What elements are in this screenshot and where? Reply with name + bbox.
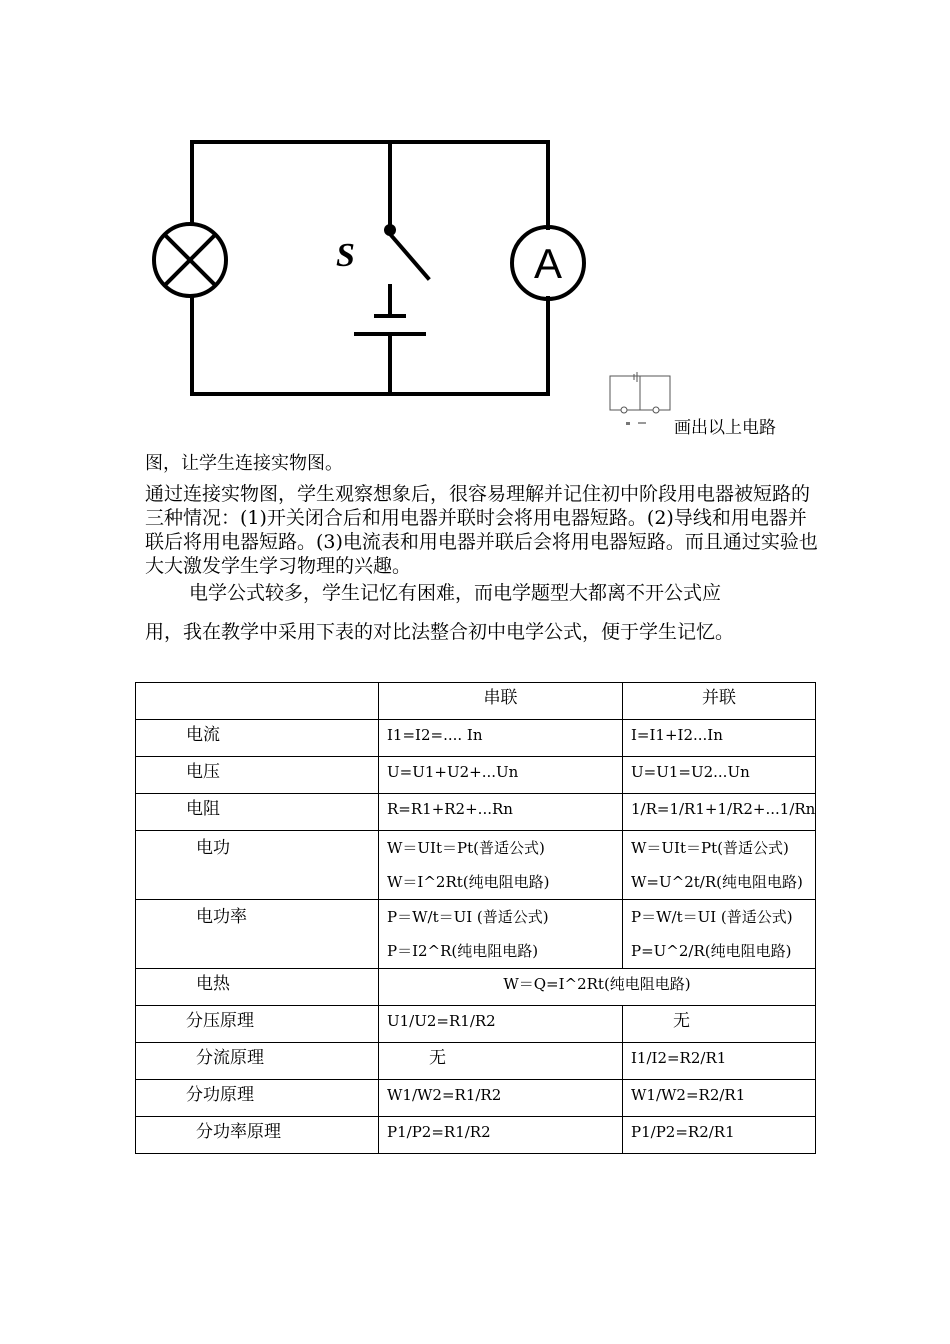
series-work-resistive: W＝I^2Rt(纯电阻电路) [387,873,550,891]
table-row [136,969,816,1006]
cell-series-work-ratio: W1/W2=R1/R2 [379,1080,623,1117]
switch-label: S [336,237,355,274]
cell-series-voltage: U=U1+U2+...Un [379,757,623,794]
paragraph-formula-intro-1: 电学公式较多，学生记忆有困难，而电学题型大都离不开公式应 [189,582,722,604]
cell-series-power-ratio: P1/P2=R1/R2 [379,1117,623,1154]
series-power-general: P＝W/t＝UI (普适公式) [387,908,549,926]
cell-series-current-division: 无 [379,1043,623,1080]
table-row [136,1006,816,1043]
switch-pivot [384,224,396,236]
table-row [136,757,816,794]
row-label-work: 电功 [136,831,379,900]
table-row [136,900,816,969]
cell-parallel-work [623,831,816,900]
row-label-current-division: 分流原理 [136,1043,379,1080]
table-header-row [136,683,816,720]
parallel-power-general: P＝W/t＝UI (普适公式) [631,908,793,926]
switch-blade [390,234,428,278]
row-label-heat: 电热 [136,969,379,1006]
row-label-voltage: 电压 [136,757,379,794]
header-series: 串联 [379,683,623,720]
paragraph-line0: 图，让学生连接实物图。 [145,453,343,474]
series-power-resistive: P＝I2^R(纯电阻电路) [387,942,539,960]
diagram-caption: 画出以上电路 [674,418,776,438]
parallel-power-resistive: P=U^2/R(纯电阻电路) [631,942,792,960]
parallel-work-resistive: W=U^2t/R(纯电阻电路) [631,873,803,891]
cell-parallel-current-division: I1/I2=R2/R1 [623,1043,816,1080]
paragraph-short-circuit: 通过连接实物图，学生观察想象后，很容易理解并记住初中阶段用电器被短路的三种情况：(1)开关闭合后和用电器并联时会将用电器短路。(2)导线和用电器并联后将用电器短路。(3)电流表和用电器并联后会将用电器短路。而且通过实验也大大激发学生学习物理的兴趣。 [145,483,818,577]
header-empty [136,683,379,720]
cell-parallel-resistance: 1/R=1/R1+1/R2+...1/Rn [623,794,816,831]
series-work-general: W＝UIt＝Pt(普适公式) [387,839,545,857]
table-row [136,1117,816,1154]
small-circuit-thumbnail [606,372,672,428]
header-parallel: 并联 [623,683,816,720]
table-row [136,720,816,757]
cell-parallel-power-ratio: P1/P2=R2/R1 [623,1117,816,1154]
formula-table [135,682,816,1154]
cell-parallel-voltage: U=U1=U2...Un [623,757,816,794]
ammeter-label: A [533,240,563,287]
parallel-work-general: W＝UIt＝Pt(普适公式) [631,839,789,857]
cell-parallel-work-ratio: W1/W2=R2/R1 [623,1080,816,1117]
row-label-power-ratio: 分功率原理 [136,1117,379,1154]
cell-parallel-power [623,900,816,969]
table-row [136,794,816,831]
table-row [136,831,816,900]
cell-series-current: I1=I2=.... In [379,720,623,757]
cell-series-work [379,831,623,900]
table-row [136,1043,816,1080]
row-label-current: 电流 [136,720,379,757]
cell-series-resistance: R=R1+R2+...Rn [379,794,623,831]
row-label-resistance: 电阻 [136,794,379,831]
cell-heat-both: W＝Q=I^2Rt(纯电阻电路) [379,969,816,1006]
row-label-work-ratio: 分功原理 [136,1080,379,1117]
cell-series-voltage-division: U1/U2=R1/R2 [379,1006,623,1043]
cell-series-power [379,900,623,969]
cell-parallel-voltage-division: 无 [623,1006,816,1043]
row-label-power: 电功率 [136,900,379,969]
paragraph-formula-intro-2: 用，我在教学中采用下表的对比法整合初中电学公式，便于学生记忆。 [145,621,735,643]
row-label-voltage-division: 分压原理 [136,1006,379,1043]
table-row [136,1080,816,1117]
cell-parallel-current: I=I1+I2...In [623,720,816,757]
circuit-diagram [150,130,590,400]
